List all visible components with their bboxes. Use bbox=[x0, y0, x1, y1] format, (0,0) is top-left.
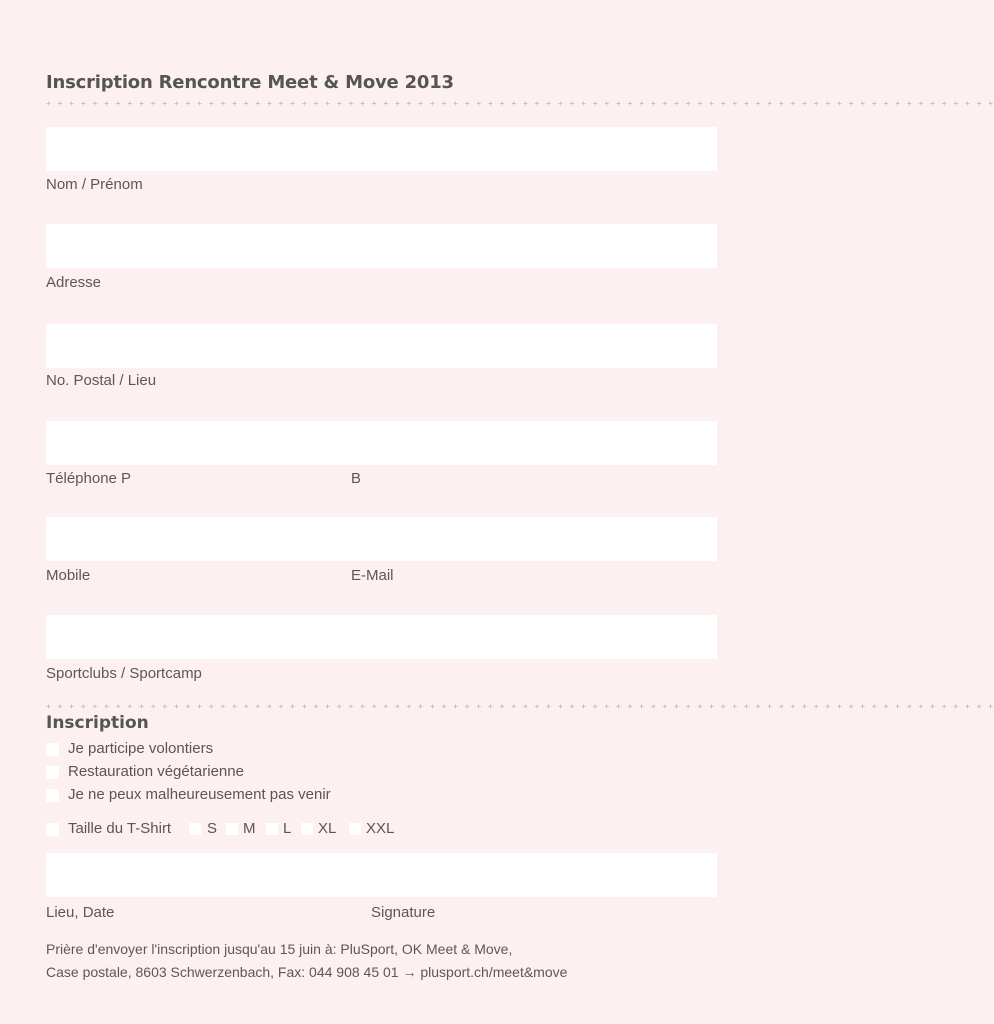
tshirt-label: Taille du T-Shirt bbox=[68, 820, 172, 837]
size-l-label: L bbox=[283, 820, 292, 837]
decline-label: Je ne peux malheureusement pas venir bbox=[68, 786, 331, 803]
footer-line-2: Case postale, 8603 Schwerzenbach, Fax: 044 908 45 01 → plusport.ch/meet&move bbox=[46, 964, 568, 980]
size-m-checkbox[interactable] bbox=[226, 823, 238, 835]
place-date-label: Lieu, Date bbox=[46, 904, 115, 921]
phone-field[interactable] bbox=[46, 421, 717, 465]
form-title: Inscription Rencontre Meet & Move 2013 bbox=[46, 72, 454, 93]
postal-city-field[interactable] bbox=[46, 324, 717, 368]
size-l-checkbox[interactable] bbox=[266, 823, 278, 835]
option-participate[interactable] bbox=[46, 740, 446, 758]
phone-business-label: B bbox=[351, 470, 362, 487]
postal-city-label: No. Postal / Lieu bbox=[46, 372, 157, 389]
mobile-email-field[interactable] bbox=[46, 517, 717, 561]
option-vegetarian[interactable] bbox=[46, 763, 446, 781]
size-xl-checkbox[interactable] bbox=[301, 823, 313, 835]
signature-label: Signature bbox=[371, 904, 436, 921]
name-field[interactable] bbox=[46, 127, 717, 171]
vegetarian-label: Restauration végétarienne bbox=[68, 763, 244, 780]
address-field[interactable] bbox=[46, 224, 717, 268]
sportclub-label: Sportclubs / Sportcamp bbox=[46, 665, 202, 682]
email-label: E-Mail bbox=[351, 567, 394, 584]
size-m-label: M bbox=[243, 820, 256, 837]
option-decline[interactable] bbox=[46, 786, 446, 804]
size-s-checkbox[interactable] bbox=[189, 823, 201, 835]
phone-private-label: Téléphone P bbox=[46, 470, 132, 487]
place-date-signature-field[interactable] bbox=[46, 853, 717, 897]
participate-checkbox[interactable] bbox=[46, 743, 59, 756]
size-s-label: S bbox=[207, 820, 218, 837]
decline-checkbox[interactable] bbox=[46, 789, 59, 802]
separator-top: + + + + + + + + + + + + + + + + + + + + + + + + + + + + + + + + + + + + + + + + + + + + + + + + + + + + + + + + + + + + + + + + + + + + + + + + + + + + + + + + + + bbox=[46, 99, 994, 108]
address-label: Adresse bbox=[46, 274, 102, 291]
separator-middle: + + + + + + + + + + + + + + + + + + + + + + + + + + + + + + + + + + + + + + + + + + + + + + + + + + + + + + + + + + + + + + + + + + + + + + + + + + + + + + + + + + bbox=[46, 702, 994, 711]
tshirt-row bbox=[46, 820, 446, 838]
size-xl-label: XL bbox=[318, 820, 337, 837]
tshirt-checkbox[interactable] bbox=[46, 823, 59, 836]
footer-line-1: Prière d'envoyer l'inscription jusqu'au 15 juin à: PluSport, OK Meet & Move, bbox=[46, 941, 513, 957]
vegetarian-checkbox[interactable] bbox=[46, 766, 59, 779]
mobile-label: Mobile bbox=[46, 567, 91, 584]
sportclub-field[interactable] bbox=[46, 615, 717, 659]
inscription-heading: Inscription bbox=[46, 713, 149, 733]
size-xxl-checkbox[interactable] bbox=[349, 823, 361, 835]
name-label: Nom / Prénom bbox=[46, 176, 143, 193]
size-xxl-label: XXL bbox=[366, 820, 395, 837]
participate-label: Je participe volontiers bbox=[68, 740, 214, 757]
